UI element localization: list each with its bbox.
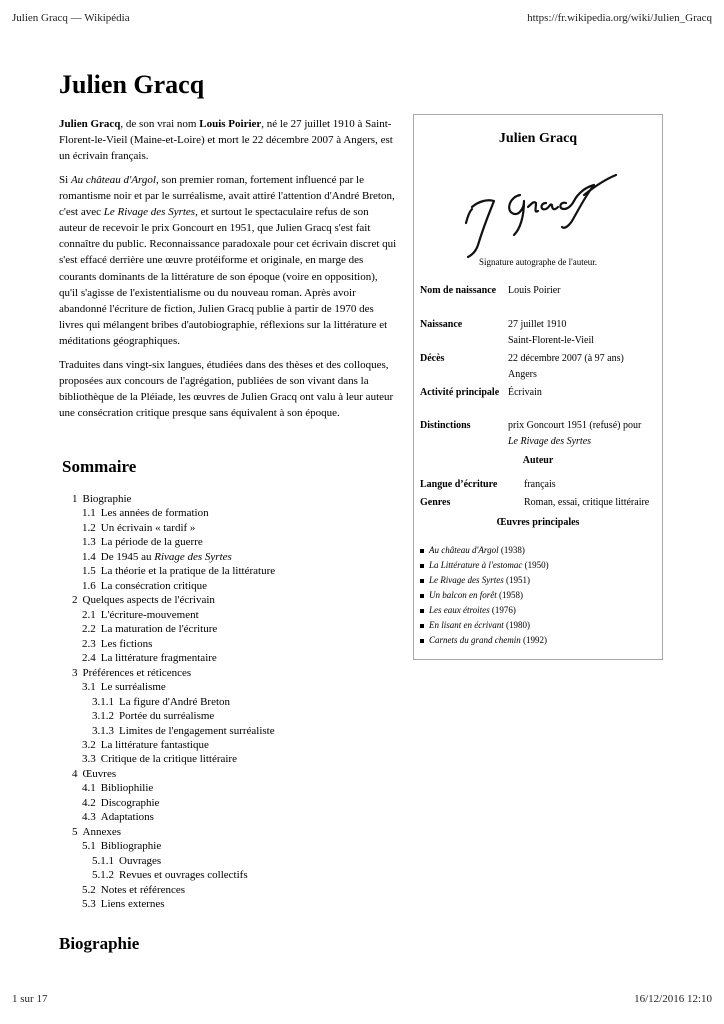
toc-number: 5.1: [82, 840, 96, 853]
toc-label: Portée du surréalisme: [119, 710, 215, 723]
toc-label: Les années de formation: [100, 507, 209, 520]
toc-item[interactable]: [92, 709, 214, 723]
infobox-value-link[interactable]: Le Rivage des Syrtes: [508, 436, 592, 447]
page-number: 1 sur 17: [12, 993, 48, 1005]
toc-number: 3.1.2: [92, 710, 114, 723]
toc-item[interactable]: [82, 680, 166, 694]
toc-label: Annexes: [82, 825, 121, 838]
toc-label: Bibliophilie: [100, 782, 154, 795]
toc-number: 2.1: [82, 608, 96, 621]
works-list-item: [420, 588, 549, 603]
infobox-value: Roman, essai, critique littéraire: [524, 497, 650, 508]
toc-number: 5.3: [82, 898, 96, 911]
text-run: , et surtout le spectaculaire refus de son auteur de recevoir le prix Goncourt en 1951, que Julien Gracq s'est fait connaître du public. Reconnaissance paradoxale pour cet écrivain discret qui s'est effacé derrière une œuvre protéiforme et originale, en marge des courants dominants de la littérature de son époque (voire en opposition), qu'il s'agisse de l'existentialisme ou du nouveau roman. Après avoir abandonné l'écriture de fiction, Julien Gracq publie à partir de 1970 des livres qui mélangent bribes d'autobiographie, réflexions sur la littérature et méditations géographiques.: [59, 206, 397, 347]
toc-number: 5.1.1: [92, 854, 114, 867]
toc-number: 3.1: [82, 681, 96, 694]
toc-label-italic: Rivage des Syrtes: [154, 550, 232, 563]
text-run: , son premier roman, fortement influencé par le romantisme noir et par le surréalisme, avait attiré l'attention d'André Breton, c'est avec: [59, 174, 395, 219]
infobox-value: 27 juillet 1910 Saint-Florent-le-Vieil: [508, 319, 595, 346]
work-title-link[interactable]: En lisant en écrivant: [429, 620, 504, 630]
work-year: (1950): [522, 560, 549, 570]
work-year: (1958): [496, 590, 523, 600]
toc-item[interactable]: [72, 825, 121, 839]
toc-title: Sommaire: [62, 457, 137, 476]
toc-item[interactable]: [82, 810, 154, 824]
toc-label: Œuvres: [82, 767, 117, 780]
intro-paragraph-3: [59, 357, 397, 421]
toc-item[interactable]: [92, 868, 248, 882]
toc-label: Revues et ouvrages collectifs: [119, 869, 248, 882]
works-list-item: [420, 618, 549, 633]
toc-label: La théorie et la pratique de la littérature: [100, 565, 276, 578]
work-title-link[interactable]: Au château d'Argol: [429, 545, 499, 555]
toc-label: La maturation de l'écriture: [100, 623, 218, 636]
toc-number: 2.4: [82, 652, 96, 665]
text-run: , de son vrai nom: [120, 118, 200, 130]
toc-item[interactable]: [82, 622, 217, 636]
toc-item[interactable]: [72, 593, 215, 607]
infobox: [413, 114, 663, 660]
toc-item[interactable]: [92, 854, 161, 868]
toc-number: 1.2: [82, 521, 96, 534]
toc-number: 3.1.3: [92, 724, 114, 737]
toc-label: Quelques aspects de l'écrivain: [82, 594, 215, 607]
toc-number: 1: [72, 493, 78, 505]
works-list-item: [420, 543, 549, 558]
toc-item[interactable]: [82, 651, 217, 665]
infobox-label: Nom de naissance: [420, 285, 497, 296]
infobox-section-works: Œuvres principales: [496, 517, 580, 528]
intro-paragraph-2: [59, 172, 397, 349]
toc-number: 3.1.1: [92, 695, 114, 708]
work-year: (1992): [520, 635, 547, 645]
toc-item[interactable]: [72, 767, 116, 781]
toc-label: Adaptations: [100, 811, 154, 824]
toc-item[interactable]: [72, 492, 131, 506]
toc-item[interactable]: [82, 579, 207, 593]
toc-label: La période de la guerre: [100, 536, 203, 549]
works-list-item: [420, 558, 549, 573]
text-run: Traduites dans vingt-six langues, étudiées dans des thèses et des colloques, proposées aux concours de l'agrégation, publiées de son vivant dans la bibliothèque de la Pléiade, les œuvres de Julien Gracq ont valu à leur auteur une consécration critique presque sans équivalent à son époque.: [59, 359, 394, 420]
toc-label: La consécration critique: [100, 579, 208, 592]
infobox-label: Naissance: [420, 319, 463, 330]
italic-link[interactable]: Au château d'Argol: [70, 174, 156, 186]
toc-number: 1.4: [82, 550, 96, 563]
toc-item[interactable]: [82, 521, 195, 535]
toc-item[interactable]: [82, 550, 232, 564]
toc-item[interactable]: [82, 897, 165, 911]
text-run: Si: [59, 174, 71, 186]
infobox-label: Genres: [420, 497, 451, 508]
infobox-label: Distinctions: [420, 420, 471, 431]
print-datetime: 16/12/2016 12:10: [634, 993, 712, 1005]
infobox-label: Langue d’écriture: [420, 479, 498, 490]
infobox-row-activity: [420, 385, 656, 417]
toc-item[interactable]: [82, 738, 209, 752]
toc-item[interactable]: [82, 883, 185, 897]
toc-number: 2: [72, 594, 78, 607]
infobox-value: [508, 418, 641, 450]
toc-item[interactable]: [82, 637, 152, 651]
toc-label: Un écrivain « tardif »: [100, 521, 196, 534]
toc-number: 4.1: [82, 782, 96, 795]
infobox-value: Écrivain: [508, 387, 542, 398]
toc-label: Ouvrages: [119, 854, 162, 867]
work-year: (1938): [498, 545, 525, 555]
toc-number: 3.2: [82, 738, 96, 751]
infobox-row-distinctions: [420, 418, 656, 450]
print-header-title: Julien Gracq — Wikipédia: [12, 12, 130, 24]
toc-number: 3.3: [82, 753, 96, 766]
infobox-row-birth-name: [420, 283, 656, 315]
toc-label: Les fictions: [100, 637, 153, 650]
infobox-title: Julien Gracq: [498, 131, 578, 146]
work-year: (1951): [503, 575, 530, 585]
page-title: Julien Gracq: [59, 70, 205, 99]
infobox-label: Activité principale: [420, 387, 500, 398]
toc-number: 4.2: [82, 796, 96, 809]
toc-item[interactable]: [82, 796, 159, 810]
toc-label: L'écriture-mouvement: [100, 608, 199, 621]
toc-item[interactable]: [82, 535, 203, 549]
infobox-section-author: Auteur: [522, 455, 554, 466]
toc-number: 4: [72, 767, 78, 780]
toc-number: 5.2: [82, 883, 96, 896]
signature-caption: Signature autographe de l'auteur.: [478, 257, 598, 267]
toc-label: Biographie: [82, 493, 132, 505]
toc-number: 3: [72, 666, 78, 679]
bold-run: Julien Gracq: [59, 118, 121, 130]
toc-label: La littérature fantastique: [100, 738, 209, 751]
infobox-value: français: [524, 479, 556, 490]
toc-label: De 1945 au: [100, 550, 155, 563]
print-header-url[interactable]: https://fr.wikipedia.org/wiki/Julien_Gracq: [527, 12, 712, 24]
toc-label: Liens externes: [100, 898, 165, 911]
infobox-value: 22 décembre 2007 (à 97 ans) Angers: [508, 353, 624, 380]
toc-number: 1.6: [82, 579, 96, 592]
toc-item[interactable]: [92, 724, 275, 738]
toc-number: 4.3: [82, 811, 96, 824]
work-title-link[interactable]: Le Rivage des Syrtes: [429, 575, 504, 585]
works-list-item: [420, 573, 549, 588]
toc-number: 1.5: [82, 565, 96, 578]
work-year: (1980): [503, 620, 530, 630]
toc-number: 1.3: [82, 536, 96, 549]
section-heading-biographie: Biographie: [59, 934, 140, 953]
toc-item[interactable]: [82, 506, 209, 520]
work-title-link[interactable]: Un balcon en forêt: [429, 590, 497, 600]
italic-link[interactable]: Le Rivage des Syrtes: [103, 206, 196, 219]
toc-item[interactable]: [92, 695, 230, 709]
signature-image: [454, 165, 624, 260]
intro-paragraph-1: [59, 116, 397, 164]
text-run: , né le 27 juillet 1910 à Saint-Florent-le-Vieil (Maine-et-Loire) et mort le 22 décembre 2007 à Angers, est un écrivain français.: [59, 118, 393, 163]
work-title-link[interactable]: Carnets du grand chemin: [429, 635, 521, 645]
toc-label: Limites de l'engagement surréaliste: [119, 724, 275, 737]
toc-label: Bibliographie: [100, 840, 162, 853]
toc-label: Discographie: [100, 796, 160, 809]
toc-number: 2.3: [82, 637, 96, 650]
infobox-row-death: [420, 351, 656, 383]
toc-number: 5.1.2: [92, 869, 114, 882]
infobox-value: Louis Poirier: [508, 285, 561, 296]
work-title-link[interactable]: La Littérature à l'estomac: [429, 560, 523, 570]
toc-label: Critique de la critique littéraire: [100, 753, 237, 766]
toc-item[interactable]: [82, 752, 237, 766]
toc-number: 5: [72, 825, 78, 838]
infobox-row-birth: [420, 317, 656, 349]
infobox-value-text: prix Goncourt 1951 (refusé) pour: [508, 420, 642, 431]
infobox-label: Décès: [420, 353, 445, 364]
works-list: [420, 543, 549, 648]
work-year: (1976): [489, 605, 516, 615]
toc-item[interactable]: [82, 781, 153, 795]
toc-item[interactable]: [82, 608, 199, 622]
toc-number: 2.2: [82, 623, 96, 636]
toc-item[interactable]: [82, 564, 275, 578]
toc-label: Préférences et réticences: [82, 666, 192, 679]
works-list-item: [420, 633, 549, 648]
work-title-link[interactable]: Les eaux étroites: [429, 605, 490, 615]
toc-label: Notes et références: [100, 883, 186, 896]
toc-item[interactable]: [72, 666, 191, 680]
toc-item[interactable]: [82, 839, 161, 853]
toc-label: La figure d'André Breton: [119, 695, 231, 708]
works-list-item: [420, 603, 549, 618]
toc-label: Le surréalisme: [100, 681, 166, 694]
toc-number: 1.1: [82, 507, 96, 520]
bold-run: Louis Poirier: [199, 118, 262, 130]
toc-label: La littérature fragmentaire: [100, 652, 217, 665]
